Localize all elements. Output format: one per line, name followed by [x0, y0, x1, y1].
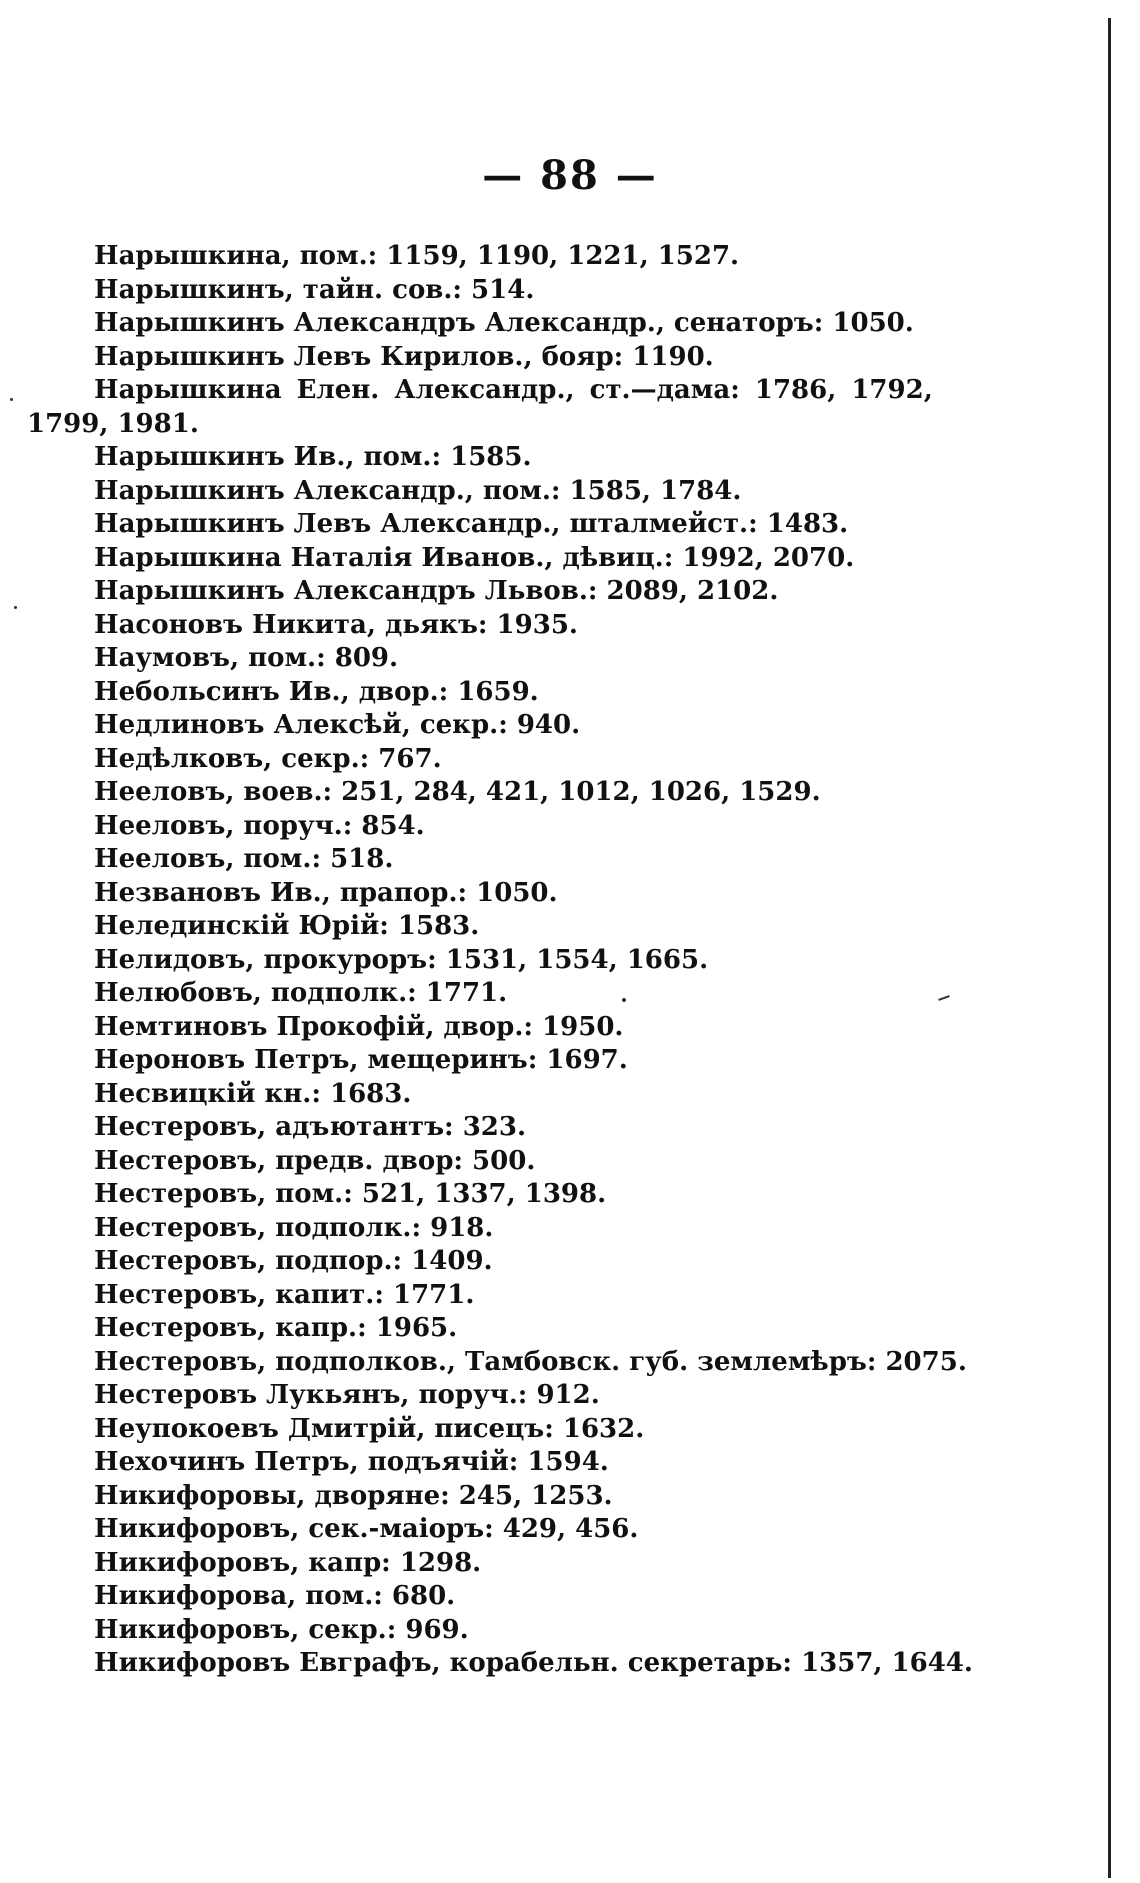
page-number: — 88 —: [482, 152, 658, 199]
index-entry: Никифоровъ, капр: 1298.: [94, 1547, 482, 1578]
index-entry: Нарышкинъ, тайн. сов.: 514.: [94, 274, 535, 305]
index-entry: Нестеровъ, подполков., Тамбовск. губ. землемѣръ: 2075.: [94, 1346, 967, 1377]
index-entry: Нарышкинъ Александръ Александр., сенаторъ: 1050.: [94, 308, 914, 338]
index-entry: Нарышкинъ Левъ Александр., шталмейст.: 1483.: [94, 509, 849, 539]
index-entry: Нестеровъ, капр.: 1965.: [94, 1313, 458, 1343]
index-entry: Нарышкина Елен. Александр., ст.—дама: 1786, 1792,: [94, 375, 933, 405]
index-entry: Недлиновъ Алексѣй, секр.: 940.: [94, 710, 581, 740]
index-entry: Насоновъ Никита, дьякъ: 1935.: [94, 609, 578, 640]
index-entry: Нарышкинъ Александр., пом.: 1585, 1784.: [94, 475, 742, 506]
index-entry: Нероновъ Петръ, мещеринъ: 1697.: [94, 1045, 628, 1075]
index-entry: Никифоровъ, секр.: 969.: [94, 1614, 469, 1645]
index-entry: Нехочинъ Петръ, подъячій: 1594.: [94, 1447, 609, 1477]
index-entry: Нарышкинъ Левъ Кирилов., бояр: 1190.: [94, 341, 714, 372]
index-entry: Нелидовъ, прокуроръ: 1531, 1554, 1665.: [94, 944, 709, 975]
index-entry: Наумовъ, пом.: 809.: [94, 643, 399, 673]
index-entry: Немтиновъ Прокофій, двор.: 1950.: [94, 1011, 624, 1042]
index-entry: Нестеровъ, подполк.: 918.: [94, 1212, 494, 1243]
index-entry-continuation: 1799, 1981.: [27, 408, 199, 439]
page-edge-line: [1108, 18, 1111, 1878]
index-entry: Нелединскій Юрій: 1583.: [94, 911, 480, 941]
index-entry: Никифоровъ Евграфъ, корабельн. секретарь: 1357, 1644.: [94, 1648, 973, 1678]
index-entry: Нееловъ, воев.: 251, 284, 421, 1012, 1026, 1529.: [94, 777, 821, 807]
index-entry: Никифоровъ, сек.-маіоръ: 429, 456.: [94, 1514, 639, 1544]
index-entry: Нарышкинъ Александръ Львов.: 2089, 2102.: [94, 576, 779, 606]
index-entry: Нарышкина Наталія Иванов., дѣвиц.: 1992, 2070.: [94, 542, 855, 573]
index-entry: Никифоровы, дворяне: 245, 1253.: [94, 1480, 613, 1511]
index-entry: Небольсинъ Ив., двор.: 1659.: [94, 676, 539, 707]
index-entries: [27, 240, 1094, 1681]
index-entry: Нестеровъ Лукьянъ, поруч.: 912.: [94, 1380, 600, 1410]
index-entry: Нарышкинъ Ив., пом.: 1585.: [94, 442, 532, 472]
index-entry: Несвицкій кн.: 1683.: [94, 1078, 412, 1109]
index-entry: Нееловъ, пом.: 518.: [94, 844, 394, 874]
index-entry: Нееловъ, поруч.: 854.: [94, 810, 425, 841]
index-entry: Нестеровъ, предв. двор: 500.: [94, 1145, 536, 1176]
index-entry: Нелюбовъ, подполк.: 1771.: [94, 978, 508, 1008]
index-entry: Нестеровъ, капит.: 1771.: [94, 1279, 475, 1310]
print-speck: [14, 606, 17, 609]
index-entry: Нестеровъ, пом.: 521, 1337, 1398.: [94, 1179, 607, 1209]
index-entry: Неупокоевъ Дмитрій, писецъ: 1632.: [94, 1413, 645, 1444]
index-entry: Нестеровъ, адъютантъ: 323.: [94, 1112, 527, 1142]
index-entry: Недѣлковъ, секр.: 767.: [94, 743, 442, 774]
index-entry: Нестеровъ, подпор.: 1409.: [94, 1246, 493, 1276]
index-entry: Незвановъ Ив., прапор.: 1050.: [94, 877, 558, 908]
index-entry: Никифорова, пом.: 680.: [94, 1581, 456, 1611]
print-speck: [10, 398, 13, 401]
index-entry: Нарышкина, пом.: 1159, 1190, 1221, 1527.: [94, 241, 740, 271]
